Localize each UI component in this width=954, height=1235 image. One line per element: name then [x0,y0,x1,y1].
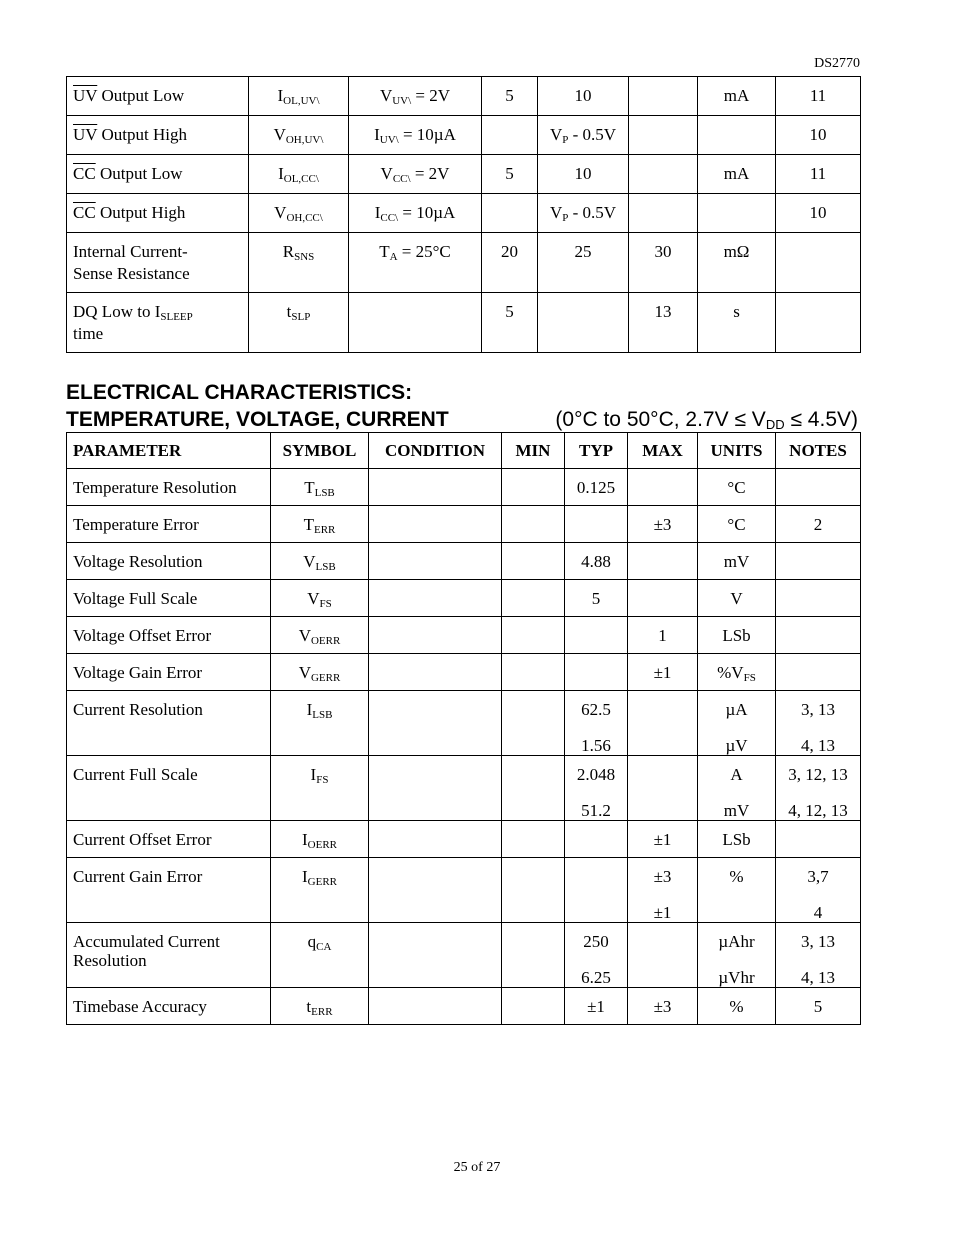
units-cell: µA µV [698,691,776,756]
table-row [67,988,861,1025]
typ-cell: 2.048 51.2 [565,756,628,821]
symbol-cell: $t_{SLP}$ [249,293,349,353]
typ-cell: 5 [565,580,628,617]
parameter-cell: DQ Low to $I_{SLEEP}$ time [67,293,249,353]
condition-cell [369,691,502,756]
parameter-cell: Accumulated Current Resolution [67,923,271,988]
max-cell: ±1 [628,821,698,858]
notes-cell [776,617,861,654]
notes-cell: 5 [776,988,861,1025]
symbol-cell: $q_{CA}$ [271,923,369,988]
notes-cell [776,469,861,506]
max-cell [629,116,698,155]
symbol-cell: $I_{OL,UV\backslash}$ [249,77,349,116]
min-cell [502,469,565,506]
symbol-cell: $V_{GERR}$ [271,654,369,691]
condition-cell: $T_A = 25^\circ C$ [349,233,482,293]
section-heading [66,379,860,433]
heading-line1: ELECTRICAL CHARACTERISTICS: [66,381,413,404]
column-header: CONDITION [369,433,502,469]
typ-cell [565,506,628,543]
units-cell: µAhr µVhr [698,923,776,988]
typ-cell: 250 6.25 [565,923,628,988]
table-row [67,116,861,155]
notes-cell: 11 [776,77,861,116]
max-cell [628,543,698,580]
typ-cell [565,617,628,654]
table-row [67,233,861,293]
min-cell [502,654,565,691]
table-row [67,580,861,617]
max-cell [629,155,698,194]
symbol-cell: $V_{OH,CC\backslash}$ [249,194,349,233]
min-cell [502,756,565,821]
table-row [67,194,861,233]
condition-cell [369,617,502,654]
condition-cell [369,543,502,580]
max-cell: ±3 [628,988,698,1025]
units-cell: mA [698,155,776,194]
notes-cell: 3, 13 4, 13 [776,923,861,988]
heading-range: (0°C to 50°C, $2.7V \le V_{DD} \le 4.5V$) [555,408,858,432]
max-cell [628,691,698,756]
max-cell [628,756,698,821]
overline-signal: $\overline{CC}$ [73,164,96,183]
typ-cell: $V_P - 0.5V$ [538,194,629,233]
min-cell [502,858,565,923]
condition-cell [369,923,502,988]
typ-cell: 10 [538,155,629,194]
typ-cell [565,821,628,858]
max-cell: 30 [629,233,698,293]
table-row [67,77,861,116]
parameter-cell: Temperature Resolution [67,469,271,506]
min-cell: 20 [482,233,538,293]
parameter-cell: Voltage Offset Error [67,617,271,654]
typ-cell [565,654,628,691]
table-row [67,155,861,194]
table-row [67,654,861,691]
condition-cell [369,756,502,821]
symbol-cell: $V_{FS}$ [271,580,369,617]
units-cell: % [698,988,776,1025]
units-cell: V [698,580,776,617]
parameter-cell: $\overline{UV}$ Output High [67,116,249,155]
table-row [67,293,861,353]
column-header: NOTES [776,433,861,469]
min-cell [482,194,538,233]
condition-cell: $V_{CC\backslash} = 2V$ [349,155,482,194]
units-cell: LSb [698,821,776,858]
min-cell: 5 [482,293,538,353]
units-cell: mA [698,77,776,116]
notes-cell: 3,7 4 [776,858,861,923]
condition-cell [369,506,502,543]
min-cell [502,580,565,617]
max-cell: 13 [629,293,698,353]
min-cell [502,821,565,858]
column-header: UNITS [698,433,776,469]
column-header: TYP [565,433,628,469]
condition-cell: $I_{CC\backslash} = 10\mu A$ [349,194,482,233]
symbol-cell: $R_{SNS}$ [249,233,349,293]
notes-cell [776,580,861,617]
symbol-cell: $I_{OL,CC\backslash}$ [249,155,349,194]
parameter-cell: Internal Current- Sense Resistance [67,233,249,293]
units-cell: °C [698,469,776,506]
max-cell [628,469,698,506]
typ-cell: 10 [538,77,629,116]
notes-cell [776,821,861,858]
max-cell [628,923,698,988]
parameter-cell: Current Gain Error [67,858,271,923]
typ-cell: 25 [538,233,629,293]
overline-signal: $\overline{UV}$ [73,86,98,105]
typ-cell: 0.125 [565,469,628,506]
symbol-cell: $I_{GERR}$ [271,858,369,923]
min-cell [502,691,565,756]
notes-cell: 11 [776,155,861,194]
notes-cell: 10 [776,116,861,155]
typ-cell [565,858,628,923]
condition-cell [369,469,502,506]
max-cell: ±3 ±1 [628,858,698,923]
condition-cell: $V_{UV\backslash} = 2V$ [349,77,482,116]
symbol-cell: $I_{OERR}$ [271,821,369,858]
symbol-cell: $I_{FS}$ [271,756,369,821]
table-row [67,469,861,506]
table-row [67,858,861,923]
condition-cell: $I_{UV\backslash} = 10\mu A$ [349,116,482,155]
units-cell: °C [698,506,776,543]
parameter-cell: Current Full Scale [67,756,271,821]
typ-cell [538,293,629,353]
units-cell: mV [698,543,776,580]
min-cell [502,923,565,988]
symbol-cell: $t_{ERR}$ [271,988,369,1025]
table-row [67,821,861,858]
notes-cell: 3, 12, 13 4, 12, 13 [776,756,861,821]
units-cell: LSb [698,617,776,654]
max-cell: ±3 [628,506,698,543]
overline-signal: $\overline{CC}$ [73,203,96,222]
typ-cell: $V_P - 0.5V$ [538,116,629,155]
column-header: MIN [502,433,565,469]
units-cell: A mV [698,756,776,821]
min-cell [502,988,565,1025]
table-row [67,691,861,756]
symbol-cell: $V_{OH,UV\backslash}$ [249,116,349,155]
min-cell: 5 [482,77,538,116]
table-row [67,506,861,543]
min-cell [502,506,565,543]
max-cell: 1 [628,617,698,654]
units-cell [698,116,776,155]
top-spec-table [66,76,861,353]
table-row [67,617,861,654]
parameter-cell: Voltage Resolution [67,543,271,580]
parameter-cell: Voltage Full Scale [67,580,271,617]
condition-cell [369,654,502,691]
column-header: MAX [628,433,698,469]
max-cell [629,194,698,233]
parameter-cell: Voltage Gain Error [67,654,271,691]
symbol-cell: $T_{ERR}$ [271,506,369,543]
parameter-cell: Current Offset Error [67,821,271,858]
electrical-characteristics-table [66,432,861,1025]
heading-line2: TEMPERATURE, VOLTAGE, CURRENT [66,408,449,431]
max-cell: ±1 [628,654,698,691]
typ-cell: ±1 [565,988,628,1025]
max-cell [628,580,698,617]
condition-cell [369,821,502,858]
min-cell: 5 [482,155,538,194]
overline-signal: $\overline{UV}$ [73,125,98,144]
condition-cell [369,988,502,1025]
typ-cell: 4.88 [565,543,628,580]
symbol-cell: $V_{OERR}$ [271,617,369,654]
notes-cell [776,654,861,691]
parameter-cell: Current Resolution [67,691,271,756]
symbol-cell: $V_{LSB}$ [271,543,369,580]
notes-cell: 10 [776,194,861,233]
table-row [67,543,861,580]
notes-cell [776,543,861,580]
units-cell: $\%V_{FS}$ [698,654,776,691]
units-cell: mΩ [698,233,776,293]
parameter-cell: $\overline{UV}$ Output Low [67,77,249,116]
notes-cell [776,293,861,353]
min-cell [482,116,538,155]
column-header: PARAMETER [67,433,271,469]
symbol-cell: $I_{LSB}$ [271,691,369,756]
typ-cell: 62.5 1.56 [565,691,628,756]
document-id: DS2770 [814,56,860,71]
parameter-cell: $\overline{CC}$ Output High [67,194,249,233]
parameter-cell: $\overline{CC}$ Output Low [67,155,249,194]
notes-cell: 2 [776,506,861,543]
min-cell [502,617,565,654]
condition-cell [349,293,482,353]
table-row [67,756,861,821]
page-number: 25 of 27 [453,1160,501,1175]
parameter-cell: Temperature Error [67,506,271,543]
condition-cell [369,858,502,923]
max-cell [629,77,698,116]
units-cell [698,194,776,233]
column-header: SYMBOL [271,433,369,469]
units-cell: s [698,293,776,353]
notes-cell [776,233,861,293]
units-cell: % [698,858,776,923]
notes-cell: 3, 13 4, 13 [776,691,861,756]
condition-cell [369,580,502,617]
min-cell [502,543,565,580]
symbol-cell: $T_{LSB}$ [271,469,369,506]
parameter-cell: Timebase Accuracy [67,988,271,1025]
table-row [67,923,861,988]
